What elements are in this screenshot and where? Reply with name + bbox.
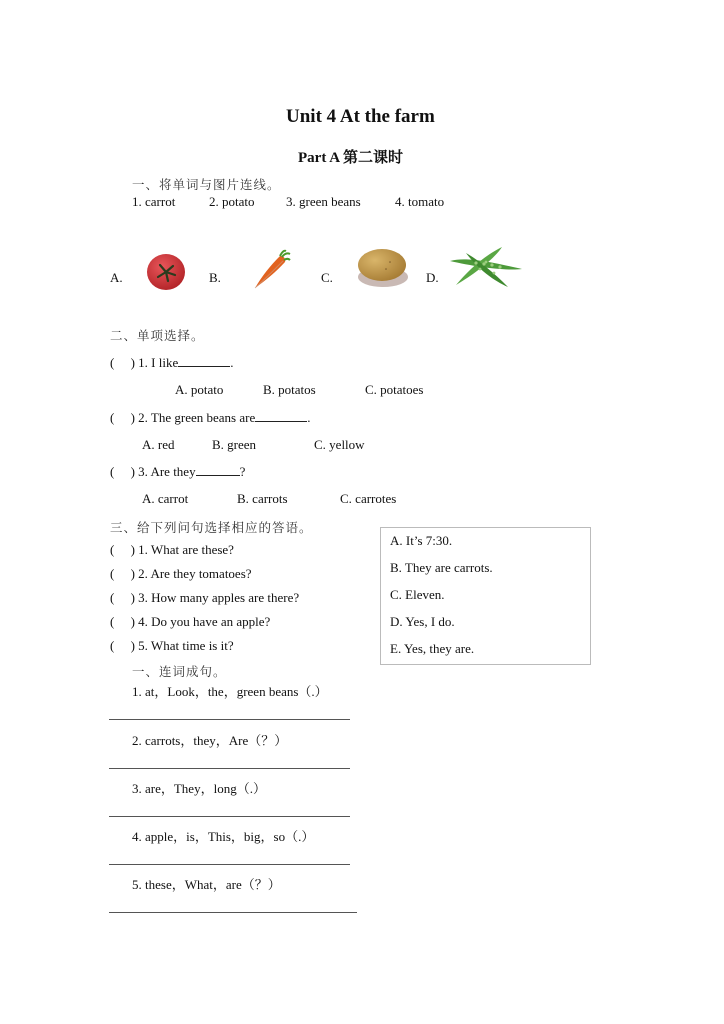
answer-bracket[interactable]: ( ) [110, 355, 135, 370]
carrot-icon [252, 248, 292, 290]
fill-blank[interactable] [255, 410, 307, 422]
match-question-5: ( ) 5. What time is it? [110, 638, 234, 653]
answer-line-2[interactable] [109, 768, 350, 769]
mc-option: C. carrotes [340, 491, 397, 506]
sentence-item-5: 5. these，What，are（？） [132, 877, 281, 892]
green-beans-icon [446, 243, 524, 291]
sentence-item-3: 3. are，They，long（.） [132, 781, 266, 796]
answer-bracket[interactable]: ( ) [110, 464, 135, 479]
page-title: Unit 4 At the farm [286, 106, 435, 127]
word-3: 3. green beans [286, 194, 361, 209]
answer-bracket[interactable]: ( ) [110, 638, 135, 653]
answer-option-d: D. Yes, I do. [390, 614, 455, 629]
picture-label-b: B. [209, 270, 221, 285]
answer-line-1[interactable] [109, 719, 350, 720]
mc-question-3: ( ) 3. Are they ? [110, 464, 246, 479]
mc-option: B. carrots [237, 491, 288, 506]
word-1: 1. carrot [132, 194, 176, 209]
page-subtitle: Part A 第二课时 [298, 150, 403, 166]
section1-heading: 一、将单词与图片连线。 [132, 177, 281, 192]
word-2: 2. potato [209, 194, 255, 209]
match-question-2: ( ) 2. Are they tomatoes? [110, 566, 252, 581]
mc-option: B. green [212, 437, 257, 452]
mc-option: A. red [142, 437, 175, 452]
picture-label-d: D. [426, 270, 439, 285]
sentence-item-1: 1. at，Look，the，green beans（.） [132, 684, 328, 699]
match-question-4: ( ) 4. Do you have an apple? [110, 614, 271, 629]
section3-heading: 三、给下列问句选择相应的答语。 [110, 520, 313, 535]
fill-blank[interactable] [196, 464, 240, 476]
mc-question-2: ( ) 2. The green beans are . [110, 410, 311, 425]
answer-option-e: E. Yes, they are. [390, 641, 475, 656]
potato-icon [356, 247, 410, 289]
answer-option-c: C. Eleven. [390, 587, 445, 602]
fill-blank[interactable] [178, 355, 230, 367]
mc-option: C. potatoes [365, 382, 424, 397]
match-question-3: ( ) 3. How many apples are there? [110, 590, 300, 605]
mc-option: B. potatos [263, 382, 316, 397]
answer-line-4[interactable] [109, 864, 350, 865]
answer-bracket[interactable]: ( ) [110, 590, 135, 605]
sentence-item-4: 4. apple，is，This，big，so（.） [132, 829, 315, 844]
answer-options-box [380, 527, 591, 665]
answer-bracket[interactable]: ( ) [110, 614, 135, 629]
answer-option-b: B. They are carrots. [390, 560, 493, 575]
mc-option: A. potato [175, 382, 224, 397]
match-question-1: ( ) 1. What are these? [110, 542, 234, 557]
answer-line-5[interactable] [109, 912, 357, 913]
tomato-icon [146, 253, 186, 291]
picture-label-c: C. [321, 270, 333, 285]
answer-bracket[interactable]: ( ) [110, 566, 135, 581]
mc-option: C. yellow [314, 437, 365, 452]
sentence-item-2: 2. carrots，they，Are（？） [132, 733, 288, 748]
answer-line-3[interactable] [109, 816, 350, 817]
picture-label-a: A. [110, 270, 123, 285]
section4-heading: 一、连词成句。 [132, 664, 227, 679]
answer-option-a: A. It’s 7:30. [390, 533, 453, 548]
mc-question-1: ( ) 1. I like . [110, 355, 234, 370]
mc-option: A. carrot [142, 491, 189, 506]
answer-bracket[interactable]: ( ) [110, 410, 135, 425]
answer-bracket[interactable]: ( ) [110, 542, 135, 557]
word-4: 4. tomato [395, 194, 445, 209]
section2-heading: 二、单项选择。 [110, 328, 205, 343]
